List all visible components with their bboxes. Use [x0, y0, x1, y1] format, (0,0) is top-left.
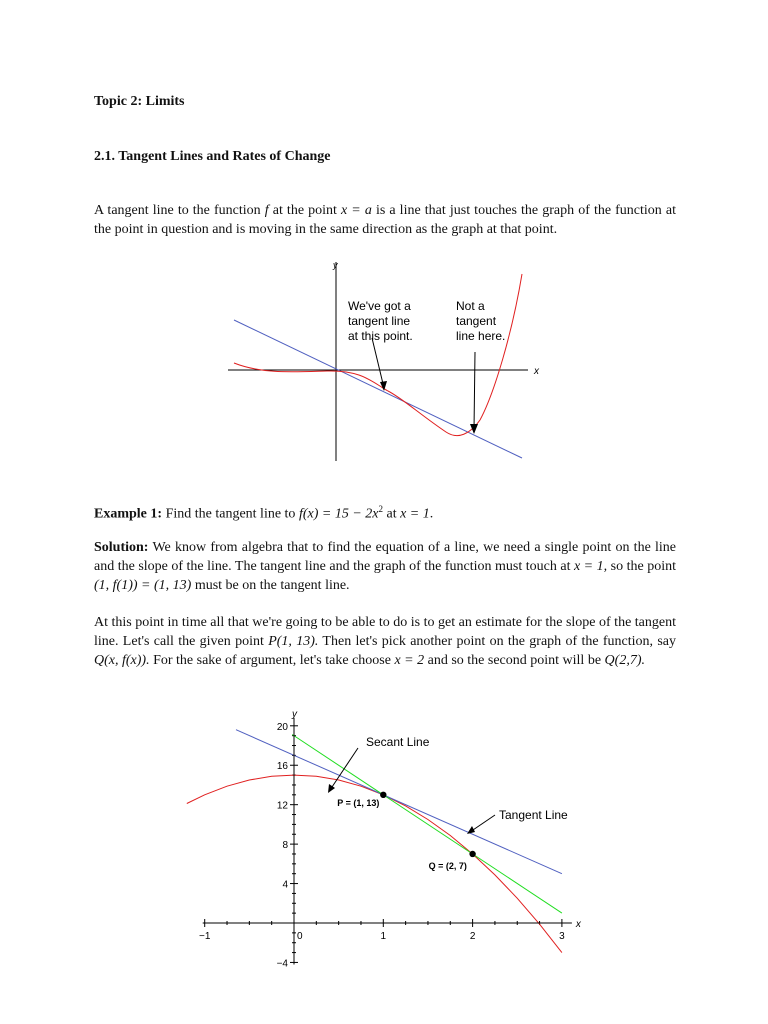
point-label: Q = (2, 7) [428, 860, 467, 871]
x-tick-label: 1 [380, 931, 387, 942]
example-1: Example 1: Find the tangent line to $f(x) = 15 - 2x^2$ at x = 1. [94, 504, 434, 522]
section-title: 2.1. Tangent Lines and Rates of Change [94, 149, 331, 164]
secant-tangent-chart [185, 708, 585, 970]
point-marker [469, 851, 475, 857]
x-tick-label: 3 [559, 931, 565, 942]
tangent-callout-head [467, 826, 475, 834]
solution-paragraph: Solution: We know from algebra that to find the equation of a line, we need a single point on the line and the slope of the line. The tangent line and the graph of the function must touch at x = 1, so the point (1, f(1)) = (1, 13) must be on the tangent line. [94, 540, 676, 593]
fig1-x-label: x [534, 366, 539, 377]
fig1-label-tangent: We've got a tangent line at this point. [348, 299, 413, 343]
fig1-label-not-tangent: Not a tangent line here. [456, 299, 506, 343]
x-tick-label: 0 [297, 931, 303, 942]
slope-estimate-paragraph: At this point in time all that we're going to be able to do is to get an estimate for the slope of the tangent line. Let's call the given point P(1, 13). Then let's pick another point on the graph of the function, say Q(x, f(x)). For the sake of argument, let's take choose x = 2 and so the second point will be Q(2,7). [94, 615, 676, 668]
tangent-callout-line [470, 815, 495, 832]
y-tick-label: 16 [276, 761, 288, 773]
y-tick-label: −4 [276, 958, 288, 970]
fig1-arrow-not-tangent-head [470, 424, 478, 434]
intro-paragraph: A tangent line to the function f at the point x = a is a line that just touches the graph of the function at the point in question and is moving in the same direction as the graph at that point. [94, 203, 676, 237]
x-tick-label: 2 [469, 931, 476, 942]
y-tick-label: 4 [282, 879, 288, 891]
y-axis-label: y [292, 708, 297, 720]
tangent-concept-figure [222, 254, 552, 464]
y-tick-label: 12 [276, 800, 288, 812]
x-tick-label: −1 [198, 931, 211, 942]
point-label: P = (1, 13) [337, 797, 380, 808]
y-tick-label: 20 [276, 721, 288, 733]
secant-line-label: Secant Line [366, 735, 430, 749]
point-marker [380, 792, 386, 798]
y-tick-label: 8 [282, 840, 288, 852]
fig1-y-label: y [333, 260, 338, 270]
x-axis-label: x [575, 919, 581, 930]
fig1-arrow-tangent [372, 338, 384, 388]
tangent-line-label: Tangent Line [499, 808, 568, 822]
secant-callout-head [328, 784, 335, 793]
topic-heading: Topic 2: Limits [94, 94, 185, 109]
fig1-arrow-not-tangent [474, 352, 475, 430]
secant-line [292, 735, 562, 914]
